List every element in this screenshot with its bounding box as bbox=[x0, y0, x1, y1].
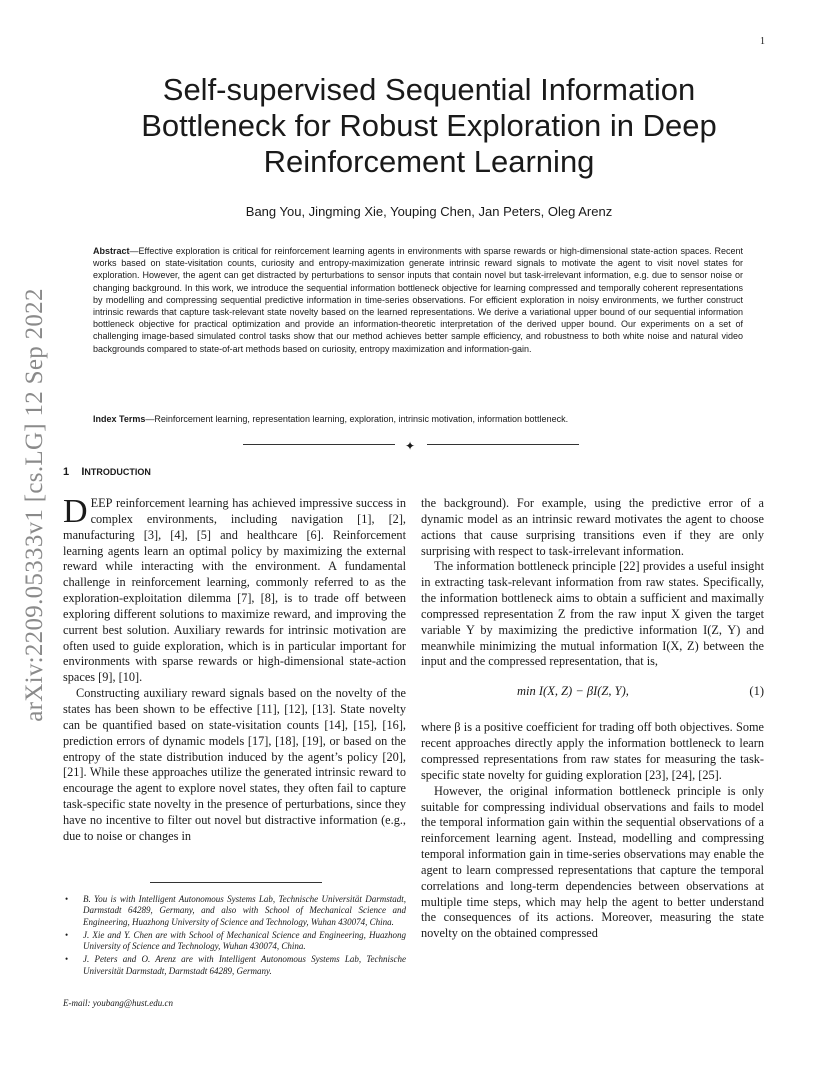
footnote bbox=[63, 954, 406, 977]
footnotes bbox=[63, 894, 406, 979]
footnote-text: J. Peters and O. Arenz are with Intelligent Autonomous Systems Lab, Technische Universität Darmstadt, Darmstadt 64289, Germany. bbox=[83, 954, 406, 976]
paragraph: where β is a positive coefficient for trading off both objectives. Some recent approaches directly apply the information bottleneck to learn compressed representations from raw states for measuring the task-specific state novelty for guiding exploration [23], [24], [25]. bbox=[421, 720, 764, 782]
abstract-text: —Effective exploration is critical for reinforcement learning agents in environments with sparse rewards or high-dimensional state-action spaces. Recent works based on state-visitation counts, curiosity and entropy-maximization generate intrinsic reward signals to motivate the agent to visit novel states for exploration. However, the agent can get distracted by perturbations to sensor inputs that contain novel but task-irrelevant information, e.g. due to sensor noise or changing background. In this work, we introduce the sequential information bottleneck objective for learning compressed and temporally coherent representations by modelling and compressing sequential predictive information in time-series observations. For efficient exploration in noisy environments, we further construct intrinsic rewards that capture task-relevant state novelty based on the learned representations. We derive a variational upper bound of our sequential information bottleneck objective for practical optimization and provide an information-theoretic interpretation of the derived upper bound. Our experiments on a set of challenging image-based simulated control tasks show that our method achieves better sample efficiency, and robustness to both white noise and natural video backgrounds compared to state-of-art methods based on curiosity, entropy maximization and information-gain. bbox=[93, 246, 743, 354]
index-terms-text: —Reinforcement learning, representation learning, exploration, intrinsic motivation, information bottleneck. bbox=[145, 414, 569, 424]
title-line: Reinforcement Learning bbox=[263, 144, 595, 179]
arxiv-stamp bbox=[20, 290, 50, 720]
paragraph-text: reinforcement learning has achieved impressive success in complex environments, including navigation [1], [2], manufacturing [3], [4], [5] and healthcare [6]. Reinforcement learning agents learn an optimal policy by maximizing the external reward while interacting with the environment. A fundamental challenge in reinforcement learning, commonly referred to as the exploration-exploitation dilemma [7], [8], is to trade off between exploring different solutions to maximize reward, and improving the current best solution. Auxiliary rewards for intrinsic motivation are often used to guide exploration, which is in particular important for environments with sparse rewards or high-dimensional state-action spaces [9], [10]. bbox=[63, 496, 406, 685]
paragraph: the background). For example, using the predictive error of a dynamic model as an intrinsic reward motivates the agent to choose actions that cause surprising transitions even if they are only surprising with respect to task-irrelevant information. bbox=[421, 496, 764, 558]
abstract-label: Abstract bbox=[93, 246, 130, 256]
footnote-text: J. Xie and Y. Chen are with School of Mechanical Science and Engineering, Huazhong University of Science and Technology, Wuhan 430074, China. bbox=[83, 929, 406, 952]
separator-diamond-icon: ✦ bbox=[405, 439, 416, 453]
separator-rule-left bbox=[243, 444, 395, 445]
paragraph: Constructing auxiliary reward signals based on the novelty of the states has been shown to be effective [11], [12], [13]. State novelty can be quantified based on state-visitation counts [14], [15], [16], prediction errors of dynamic models [17], [18], [19], or based on the entropy of the state distribution induced by the agent’s policy [20], [21]. While these approaches utilize the generated intrinsic reward to encourage the agent to explore novel states, they often fail to capture task-specific state novelty in the presence of perturbations, since they have no incentive to filter out novel but distractive information (e.g., due to noise or changes in bbox=[63, 686, 406, 843]
title-line: Self-supervised Sequential Information bbox=[162, 72, 696, 107]
footnote bbox=[63, 894, 406, 928]
bullet-icon: • bbox=[65, 894, 69, 904]
paper-title bbox=[80, 72, 778, 180]
bullet-icon: • bbox=[65, 954, 69, 965]
equation: min I(X, Z) − βI(Z, Y), bbox=[517, 684, 629, 699]
dropcap: D bbox=[63, 493, 88, 530]
section-number: 1 bbox=[63, 466, 70, 478]
equation-number: (1) bbox=[749, 684, 764, 699]
section-title-initial: I bbox=[81, 466, 85, 478]
section-separator bbox=[243, 439, 588, 453]
footnote bbox=[63, 930, 406, 953]
page-number: 1 bbox=[760, 36, 765, 47]
section-heading bbox=[63, 466, 151, 478]
section-title-rest: NTRODUCTION bbox=[84, 467, 151, 477]
dropcap-continuation: EEP bbox=[90, 496, 113, 510]
index-terms bbox=[93, 414, 743, 424]
paragraph: The information bottleneck principle [22] provides a useful insight in extracting task-relevant information from raw states. Specifically, the information bottleneck aims to obtain a sufficient and maximally compressed representation Z from the raw input X given the target variable Y by maximizing the predictive information I(Z, Y) and meanwhile minimizing the mutual information I(X, Z) between the input and the compressed representation, that is, bbox=[421, 559, 764, 669]
separator-rule-right bbox=[427, 444, 579, 445]
contact-email: E-mail: youbang@hust.edu.cn bbox=[63, 998, 174, 1008]
equation-block bbox=[421, 674, 764, 714]
paragraph bbox=[63, 493, 406, 686]
arxiv-stamp-text: arXiv:2209.05333v1 [cs.LG] 12 Sep 2022 bbox=[21, 288, 48, 722]
right-column bbox=[421, 496, 764, 942]
bullet-icon: • bbox=[65, 929, 69, 940]
abstract bbox=[93, 245, 743, 355]
title-line: Bottleneck for Robust Exploration in Deep bbox=[141, 108, 717, 143]
footnote-text: B. You is with Intelligent Autonomous Systems Lab, Technische Universität Darmstadt, Darmstadt 64289, Germany, and also with School of Mechanical Science and Engineering, Huazhong University of Science and Technology, Wuhan 430074, China. bbox=[83, 894, 406, 927]
left-column bbox=[63, 493, 406, 845]
author-list: Bang You, Jingming Xie, Youping Chen, Jan Peters, Oleg Arenz bbox=[245, 204, 613, 219]
paragraph: However, the original information bottleneck principle is only suitable for compressing individual observations and fails to model the temporal information gain within the sequential observations of a reinforcement learning agent. Instead, modelling and compressing temporal information gain in time-series observations may enable the agent to learn compressed representations that capture the temporal correlations and long-term dependencies between observations at multiple time steps, which may help the agent to better understand the consequences of its actions. Moreover, measuring the state novelty on the obtained compressed bbox=[421, 783, 764, 941]
footnote-rule bbox=[150, 882, 322, 883]
index-terms-label: Index Terms bbox=[93, 414, 146, 424]
